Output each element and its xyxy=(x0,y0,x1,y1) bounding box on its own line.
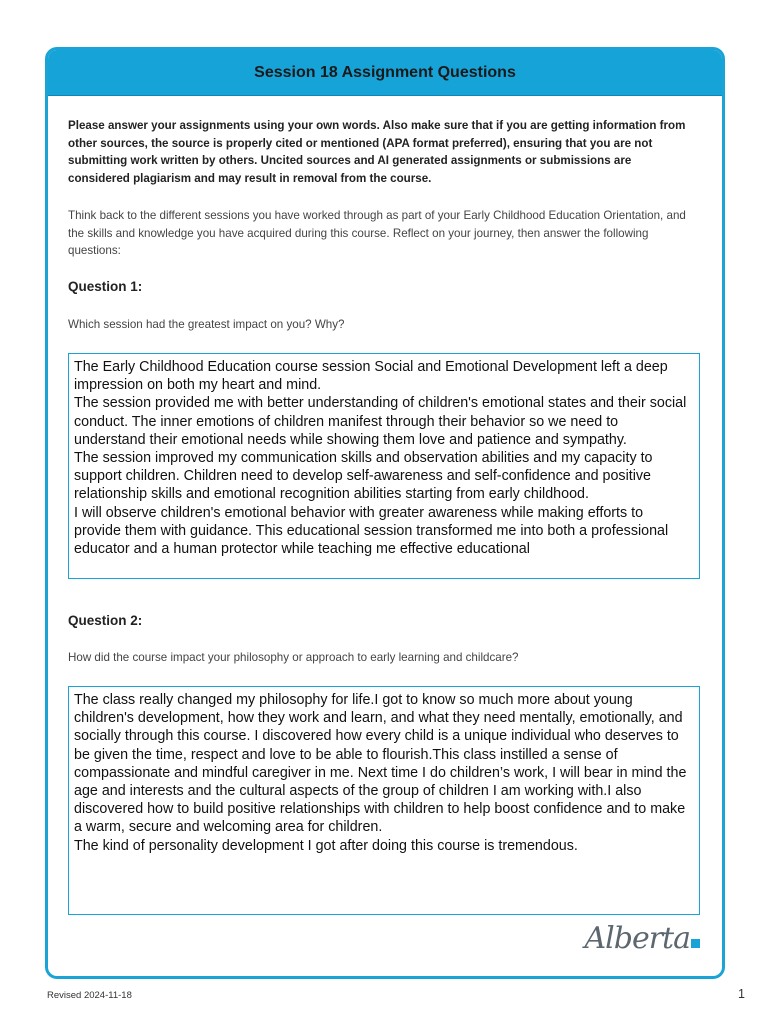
alberta-logo xyxy=(585,922,701,956)
question-1-heading: Question 1: xyxy=(68,279,143,294)
page-title: Session 18 Assignment Questions xyxy=(254,63,516,81)
page-number: 1 xyxy=(738,987,745,1001)
question-2-answer-field[interactable]: The class really changed my philosophy for life.I got to know so much more about young children's development, how they work and learn, and what they need mentally, emotionally, and socially through this course. I discovered how every child is a unique individual who deserves to be given the time, respect and love to be able to flourish.This class instilled a sense of compassionate and mindful caregiver in me. Next time I do children’s work, I will bear in mind the age and interests and the cultural aspects of the group of children I am working with.I also discovered how to build positive relationships with children to help boost confidence and to make a warm, secure and welcoming area for children. The kind of personality development I got after doing this course is tremendous. xyxy=(68,686,700,915)
reflection-paragraph: Think back to the different sessions you have worked through as part of your Early Childhood Education Orientation, and the skills and knowledge you have acquired during this course. Reflect on your journey, then answer the following questions: xyxy=(68,209,686,257)
question-2-prompt: How did the course impact your philosophy or approach to early learning and childcare? xyxy=(68,651,519,664)
revised-date: Revised 2024-11-18 xyxy=(47,990,132,1001)
header-bar xyxy=(48,50,722,96)
question-1-prompt: Which session had the greatest impact on you? Why? xyxy=(68,318,345,331)
alberta-logo-text: Alberta xyxy=(584,921,690,956)
question-2-heading: Question 2: xyxy=(68,613,143,628)
document-frame xyxy=(45,47,725,979)
question-1-answer-field[interactable]: The Early Childhood Education course session Social and Emotional Development left a deep impression on both my heart and mind. The session provided me with better understanding of children's emotional states and their social conduct. The inner emotions of children manifest through their behavior so we need to understand their emotional needs while showing them love and patience and sympathy. The session improved my communication skills and observation abilities and my capacity to support children. Children need to develop self-awareness and self-confidence and positive relationship skills and emotional recognition abilities starting from early childhood. I will observe children's emotional behavior with greater awareness while making efforts to provide them with guidance. This educational session transformed me into both a professional educator and a human protector while teaching me effective educational xyxy=(68,353,700,579)
instructions-paragraph: Please answer your assignments using your own words. Also make sure that if you are getting information from other sources, the source is properly cited or mentioned (APA format preferred), ensuring that you are not submitting work written by others. Uncited sources and AI generated assignments or submissions are considered plagiarism and may result in removal from the course. xyxy=(68,119,686,185)
logo-square-icon xyxy=(691,939,700,948)
